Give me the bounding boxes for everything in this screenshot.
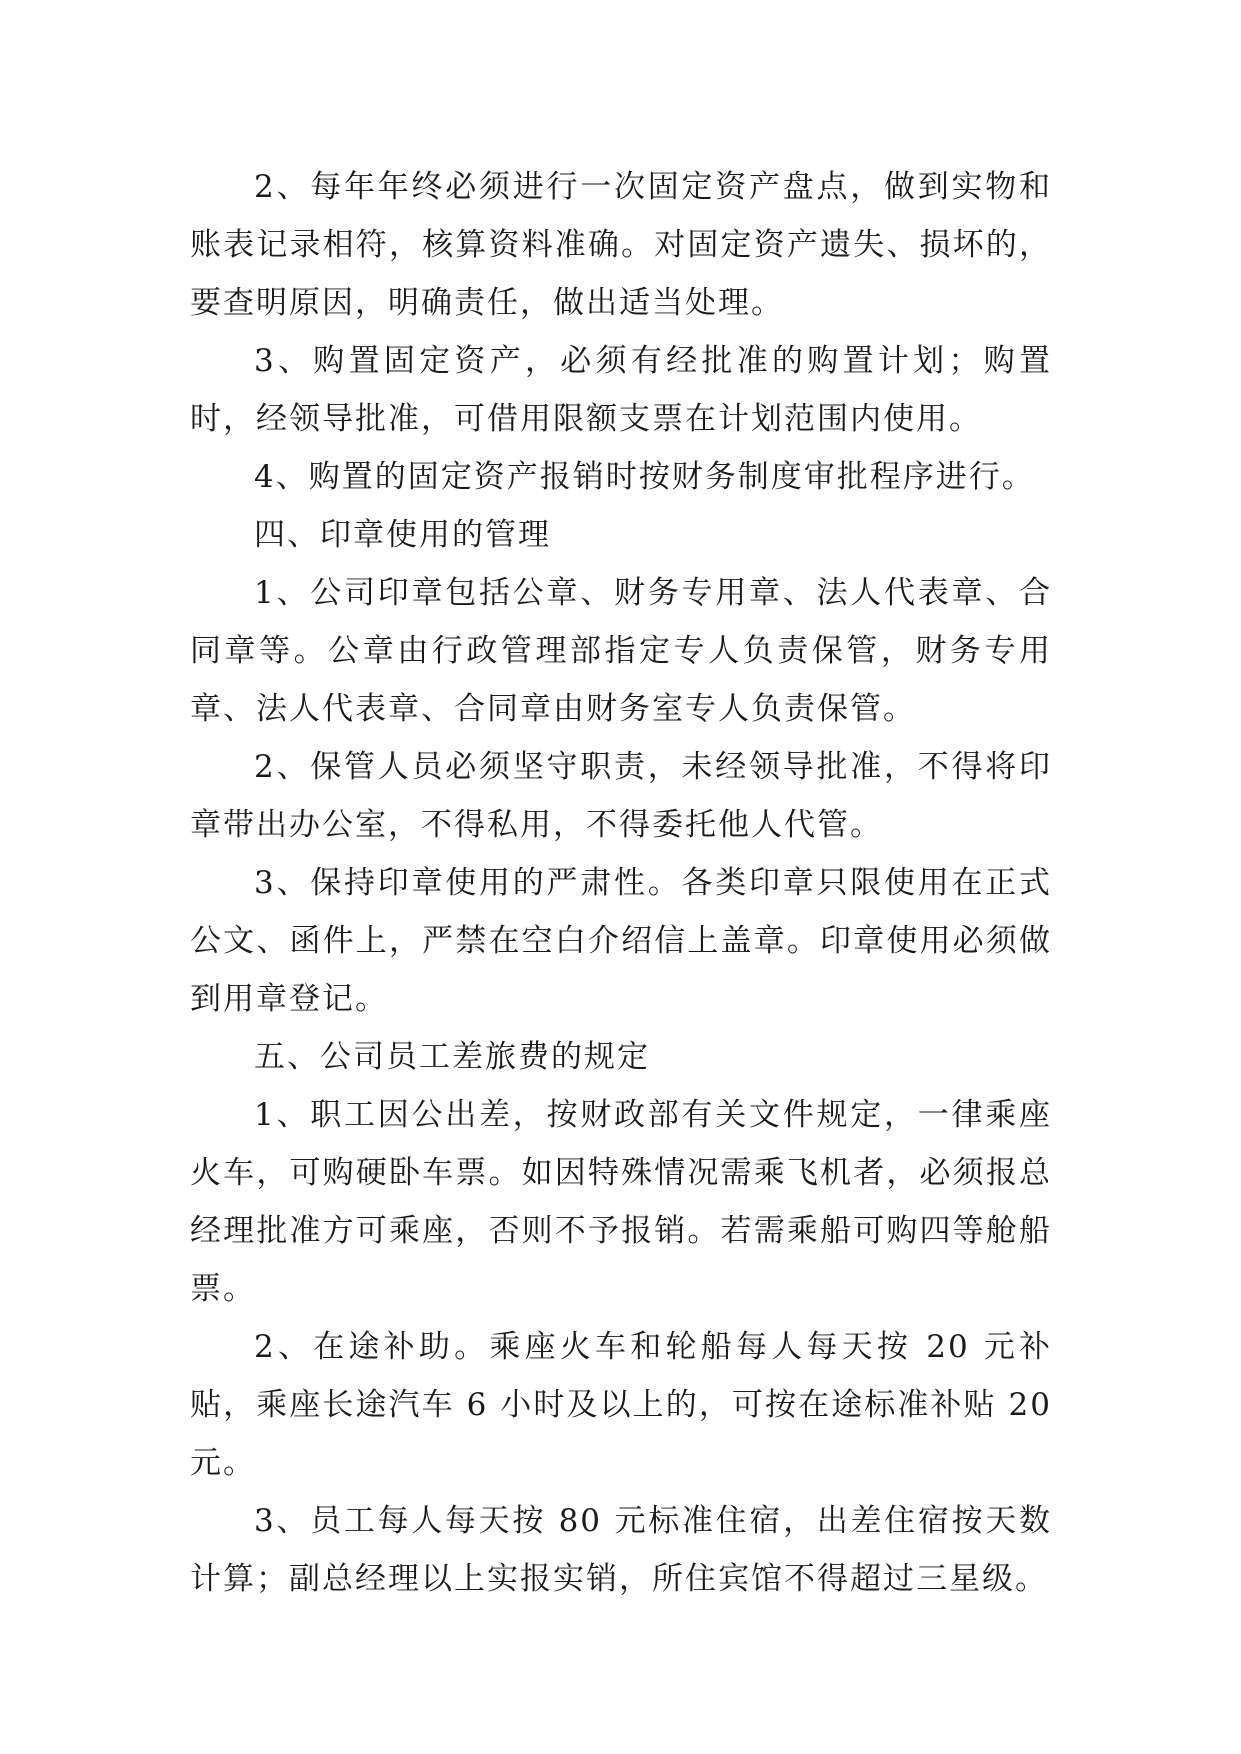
document-page xyxy=(190,158,1052,1608)
section-heading-seal-management: 四、印章使用的管理 xyxy=(254,517,551,553)
paragraph-travel-transport: 1、职工因公出差，按财政部有关文件规定，一律乘座火车，可购硬卧车票。如因特殊情况需乘飞机者，必须报总经理批准方可乘座，否则不予报销。若需乘船可购四等舱船票。 xyxy=(190,1097,1052,1307)
paragraph-fixed-asset-reimbursement: 4、购置的固定资产报销时按财务制度审批程序进行。 xyxy=(254,459,1035,495)
paragraph-fixed-asset-purchase-plan: 3、购置固定资产，必须有经批准的购置计划；购置时，经领导批准，可借用限额支票在计划范围内使用。 xyxy=(190,343,1052,437)
paragraph-travel-allowance: 2、在途补助。乘座火车和轮船每人每天按 20 元补贴，乘座长途汽车 6 小时及以上的，可按在途标准补贴 20 元。 xyxy=(190,1329,1052,1481)
paragraph-seal-types: 1、公司印章包括公章、财务专用章、法人代表章、合同章等。公章由行政管理部指定专人负责保管，财务专用章、法人代表章、合同章由财务室专人负责保管。 xyxy=(190,575,1052,727)
paragraph-seal-usage: 3、保持印章使用的严肃性。各类印章只限使用在正式公文、函件上，严禁在空白介绍信上盖章。印章使用必须做到用章登记。 xyxy=(190,865,1052,1017)
paragraph-seal-custody: 2、保管人员必须坚守职责，未经领导批准，不得将印章带出办公室，不得私用，不得委托他人代管。 xyxy=(190,749,1052,843)
paragraph-travel-lodging: 3、员工每人每天按 80 元标准住宿，出差住宿按天数计算；副总经理以上实报实销，所住宾馆不得超过三星级。 xyxy=(190,1503,1052,1597)
section-heading-travel-expenses: 五、公司员工差旅费的规定 xyxy=(254,1039,650,1075)
paragraph-fixed-asset-inventory: 2、每年年终必须进行一次固定资产盘点，做到实物和账表记录相符，核算资料准确。对固定资产遗失、损坏的，要查明原因，明确责任，做出适当处理。 xyxy=(190,169,1052,321)
